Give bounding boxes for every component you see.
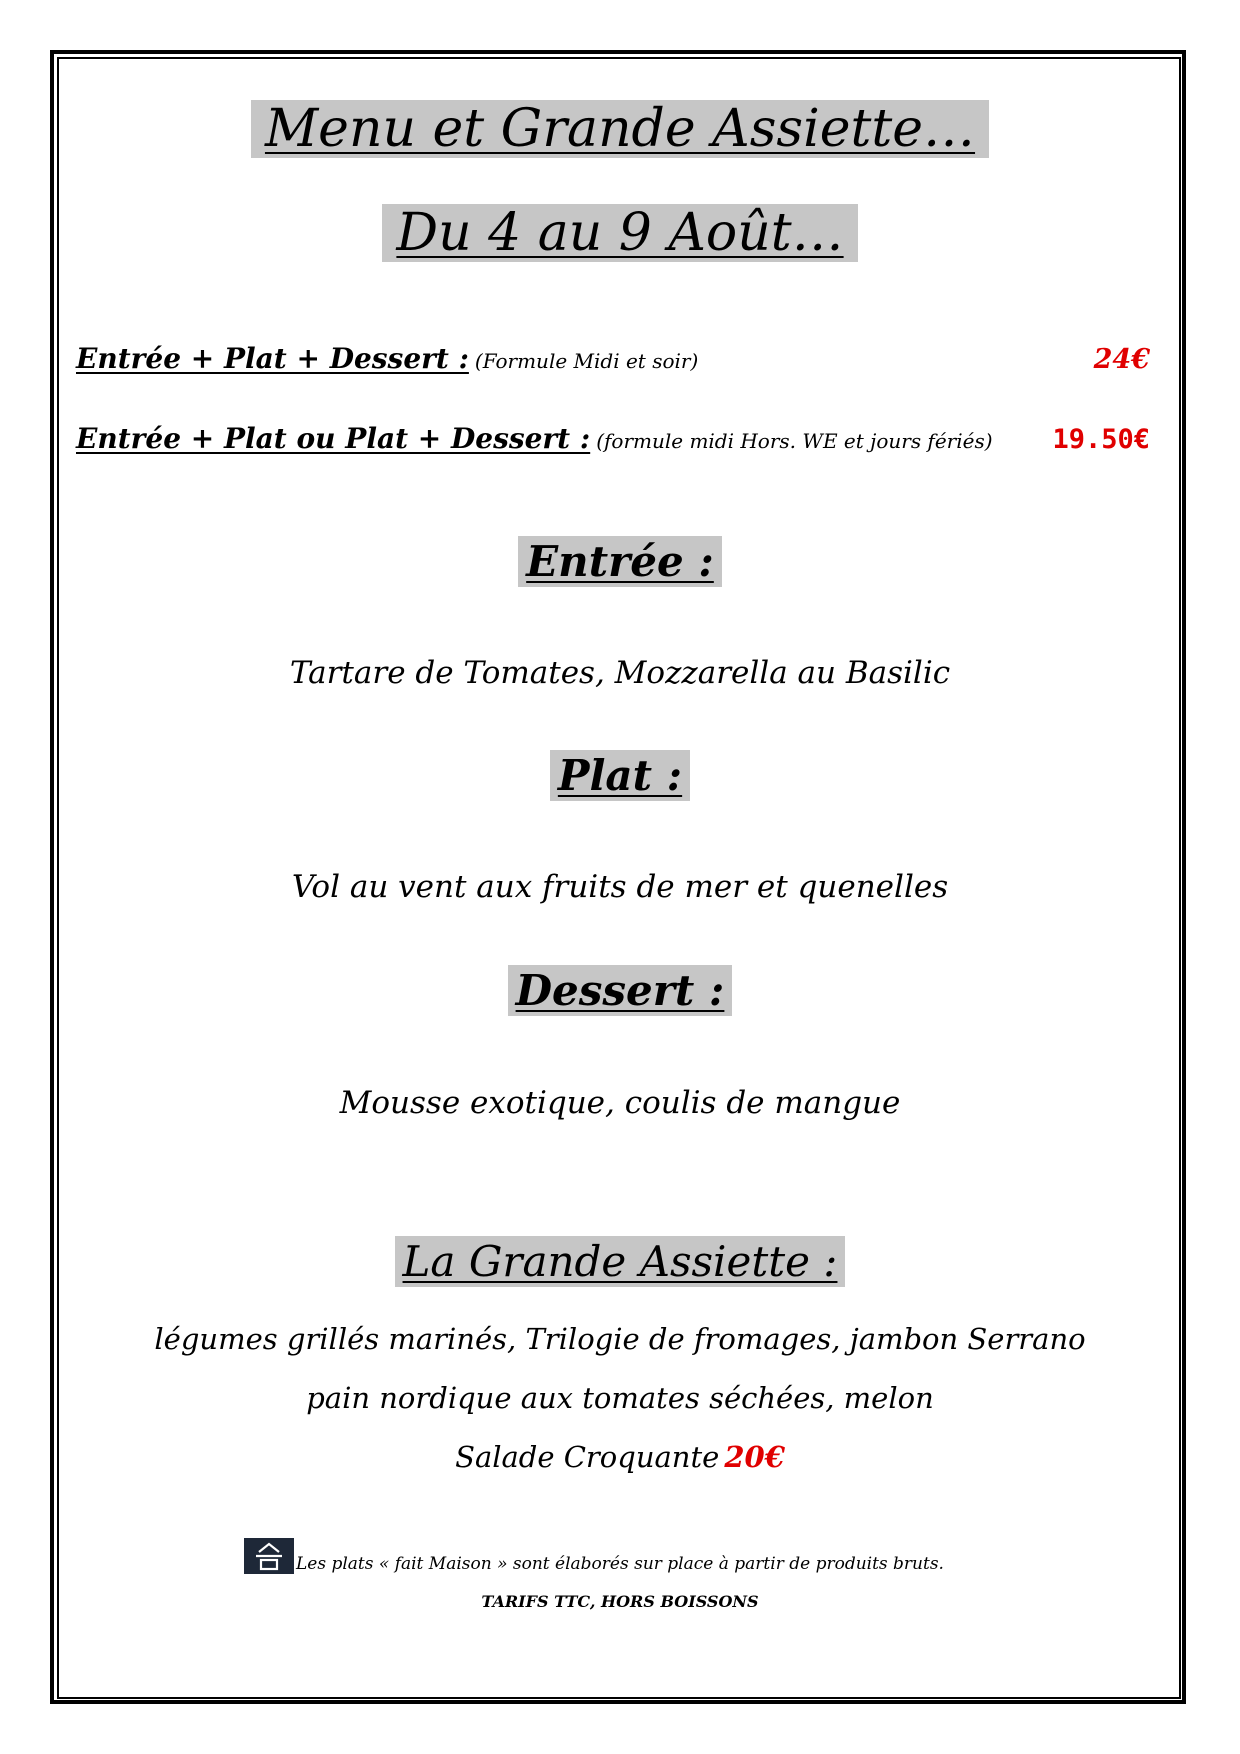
tarifs-note: TARIFS TTC, HORS BOISSONS: [481, 1592, 759, 1611]
assiette-items-3: Salade Croquante: [455, 1440, 720, 1474]
assiette-items-1: légumes grillés marinés, Trilogie de fromages, jambon Serrano: [154, 1322, 1086, 1356]
menu-dates: Du 4 au 9 Août…: [382, 204, 857, 262]
assiette-heading-block: [0, 1236, 1240, 1287]
formula-row-lunch: [76, 422, 1150, 455]
entree-dish-block: [0, 655, 1240, 691]
plat-heading: Plat :: [550, 750, 690, 801]
title-block: [0, 100, 1240, 158]
formula-row-full: [76, 342, 1150, 375]
fait-maison-text: Les plats « fait Maison » sont élaborés sur place à partir de produits bruts.: [296, 1554, 944, 1574]
dates-block: [0, 204, 1240, 262]
fait-maison-house-icon: [244, 1538, 294, 1574]
dessert-heading: Dessert :: [508, 965, 733, 1016]
assiette-line-2: [0, 1381, 1240, 1415]
entree-dish: Tartare de Tomates, Mozzarella au Basilic: [289, 655, 951, 691]
formula-label: Entrée + Plat ou Plat + Dessert :: [76, 422, 591, 455]
dessert-heading-block: [0, 965, 1240, 1016]
menu-title: Menu et Grande Assiette…: [251, 100, 989, 158]
assiette-line-3: [0, 1440, 1240, 1474]
assiette-price: 20€: [724, 1440, 785, 1474]
formula-note: (Formule Midi et soir): [474, 349, 699, 373]
plat-dish-block: [0, 869, 1240, 905]
dessert-dish-block: [0, 1085, 1240, 1121]
assiette-line-1: [0, 1322, 1240, 1356]
entree-heading: Entrée :: [518, 536, 722, 587]
formula-price: 19.50€: [1052, 424, 1150, 455]
fait-maison-note: [244, 1538, 944, 1574]
plat-heading-block: [0, 750, 1240, 801]
dessert-dish: Mousse exotique, coulis de mangue: [339, 1085, 901, 1121]
formula-label: Entrée + Plat + Dessert :: [76, 342, 469, 375]
assiette-items-2: pain nordique aux tomates séchées, melon: [306, 1381, 934, 1415]
formula-price: 24€: [1093, 344, 1150, 375]
formula-note: (formule midi Hors. WE et jours fériés): [596, 429, 993, 453]
plat-dish: Vol au vent aux fruits de mer et quenelles: [291, 869, 949, 905]
entree-heading-block: [0, 536, 1240, 587]
assiette-heading: La Grande Assiette :: [395, 1236, 846, 1287]
